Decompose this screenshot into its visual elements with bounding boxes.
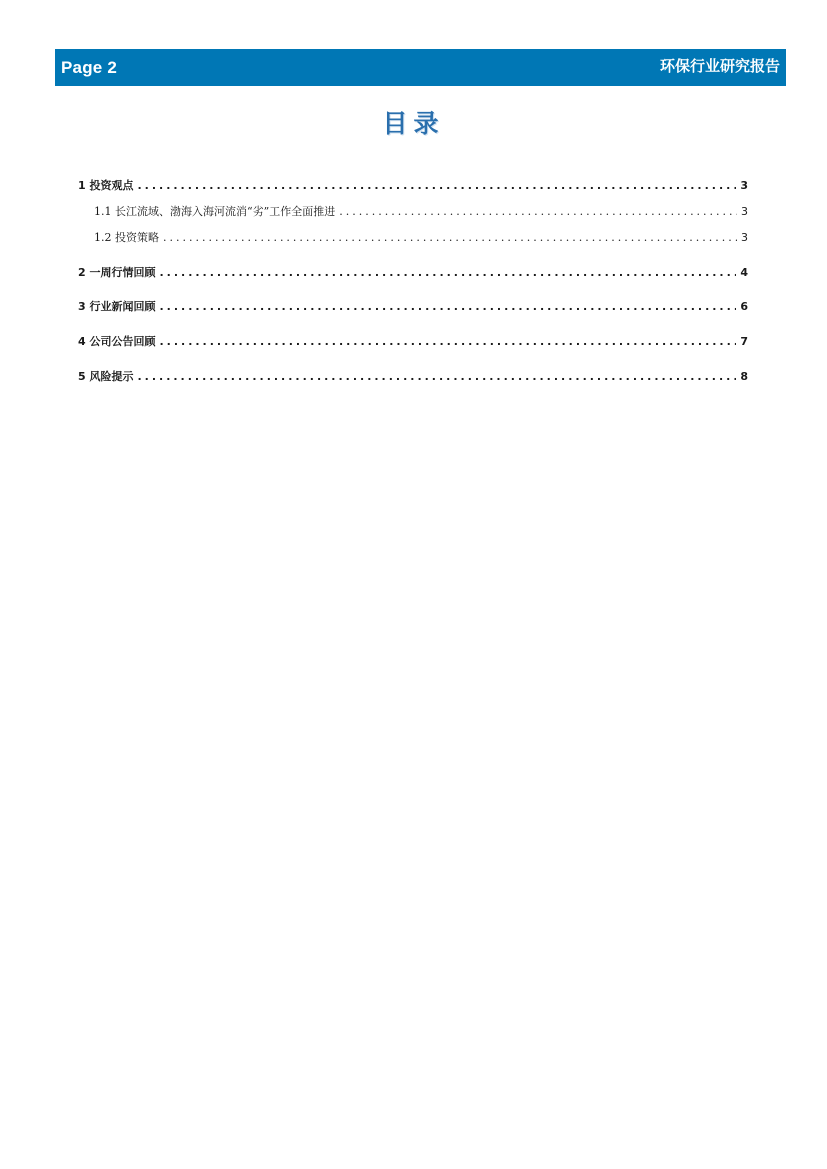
report-title: 环保行业研究报告	[659, 57, 780, 75]
toc-dot-leader	[159, 266, 736, 280]
toc-entry-1[interactable]	[78, 179, 748, 193]
toc-entry-3[interactable]	[78, 300, 748, 314]
toc-dot-leader	[339, 205, 737, 219]
toc-dot-leader	[159, 335, 736, 349]
toc-entry-2[interactable]	[78, 266, 748, 280]
toc-entry-1-1[interactable]	[94, 205, 748, 219]
toc-entry-page: 8	[740, 370, 748, 383]
toc-entry-page: 3	[741, 231, 748, 244]
toc-entry-5[interactable]	[78, 370, 748, 384]
toc-entry-label: 3 行业新闻回顾	[78, 300, 156, 313]
toc-dot-leader	[163, 231, 737, 245]
toc-entry-label: 5 风险提示	[78, 370, 134, 383]
toc-entry-1-2[interactable]	[94, 231, 748, 245]
toc-entry-page: 3	[741, 205, 748, 218]
toc-entry-page: 4	[740, 266, 748, 279]
page-number: Page 2	[61, 58, 118, 77]
page-header	[55, 49, 786, 86]
toc-dot-leader	[137, 370, 736, 384]
toc-entry-page: 7	[740, 335, 748, 348]
toc-entry-page: 3	[740, 179, 748, 192]
toc-entry-4[interactable]	[78, 335, 748, 349]
toc-title: 目录	[382, 109, 445, 138]
toc-entry-label: 1 投资观点	[78, 179, 134, 192]
toc-entry-label: 1.2 投资策略	[94, 231, 159, 244]
toc-entry-page: 6	[740, 300, 748, 313]
toc-entry-label: 4 公司公告回顾	[78, 335, 156, 348]
toc-dot-leader	[137, 179, 736, 193]
toc-entry-label: 2 一周行情回顾	[78, 266, 156, 279]
toc-dot-leader	[159, 300, 736, 314]
toc-entry-label: 1.1 长江流域、渤海入海河流消“劣”工作全面推进	[94, 205, 336, 218]
